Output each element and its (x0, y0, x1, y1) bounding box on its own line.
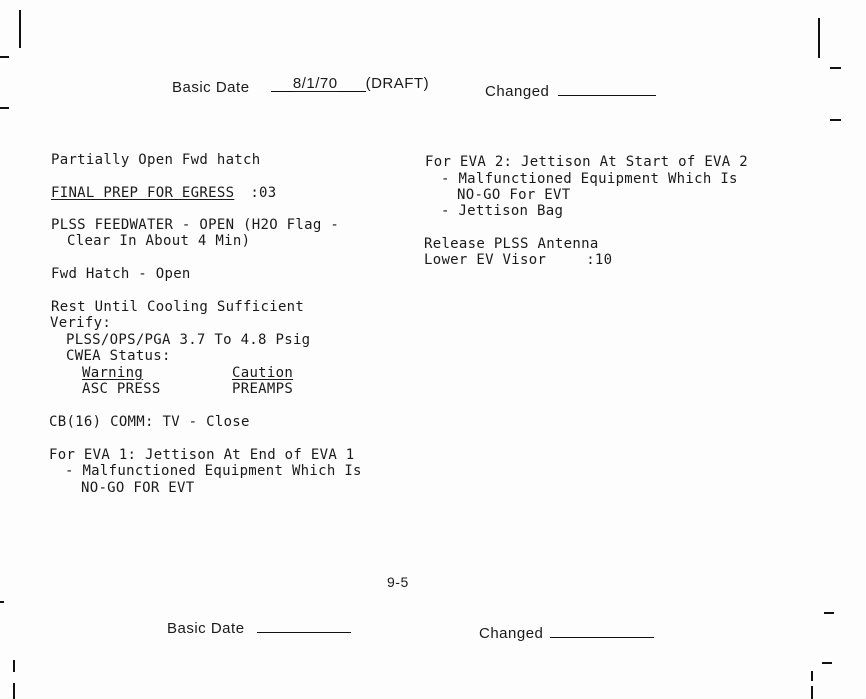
caution-value: PREAMPS (232, 381, 294, 397)
final-prep-label: FINAL PREP FOR EGRESS (51, 185, 235, 201)
crop-mark-left-tick-2 (0, 107, 9, 109)
warning-header: Warning (82, 365, 144, 381)
plss-feedwater-line-2: Clear In About 4 Min) (67, 233, 251, 249)
eva2-item-1b: NO-GO For EVT (457, 187, 571, 203)
crop-mark-right-tick-1 (830, 67, 841, 69)
crop-mark-top-right-vertical (818, 18, 820, 58)
crop-mark-bottom-right-vertical-2 (811, 686, 813, 699)
footer-basic-date-label: Basic Date (167, 620, 245, 637)
crop-mark-right-tick-4 (822, 662, 832, 664)
lower-ev-visor-label: Lower EV Visor (424, 252, 547, 268)
final-prep-row (51, 185, 277, 201)
eva1-title: For EVA 1: Jettison At End of EVA 1 (49, 447, 355, 463)
footer-basic-date-blank (257, 631, 351, 633)
final-prep-time: :03 (250, 185, 277, 201)
crop-mark-right-tick-2 (830, 119, 841, 121)
crop-mark-left-tick-3 (0, 601, 4, 603)
footer-changed-blank (550, 636, 654, 638)
partially-open-fwd-hatch: Partially Open Fwd hatch (51, 152, 261, 168)
footer-basic-date (167, 620, 351, 637)
header-changed-label: Changed (485, 83, 550, 100)
lower-ev-visor-time: :10 (586, 252, 613, 268)
fwd-hatch-open: Fwd Hatch - Open (51, 266, 191, 282)
rest-until-cooling: Rest Until Cooling Sufficient (51, 299, 305, 315)
crop-mark-top-left-vertical (19, 10, 21, 48)
verify-label: Verify: (50, 315, 112, 331)
eva1-item-1b: NO-GO FOR EVT (81, 480, 195, 496)
eva2-item-1a: - Malfunctioned Equipment Which Is (441, 171, 738, 187)
header-changed-blank (558, 94, 656, 96)
lower-ev-visor-row (424, 252, 612, 268)
header-basic-date (172, 75, 430, 96)
header-date-value: 8/1/70 (271, 77, 366, 92)
cwea-status: CWEA Status: (66, 348, 171, 364)
eva2-title: For EVA 2: Jettison At Start of EVA 2 (425, 154, 748, 170)
release-plss-antenna: Release PLSS Antenna (424, 236, 599, 252)
crop-mark-right-tick-3 (824, 612, 834, 614)
plss-feedwater-line-1: PLSS FEEDWATER - OPEN (H2O Flag - (51, 217, 340, 233)
plss-ops-pga: PLSS/OPS/PGA 3.7 To 4.8 Psig (66, 332, 311, 348)
header-basic-date-label: Basic Date (172, 79, 250, 96)
crop-mark-bottom-left-vertical-2 (13, 683, 15, 699)
crop-mark-bottom-right-vertical-1 (811, 671, 813, 681)
eva2-item-2: - Jettison Bag (441, 203, 564, 219)
crop-mark-bottom-left-vertical-1 (13, 660, 15, 672)
cb16-comm-tv: CB(16) COMM: TV - Close (49, 414, 250, 430)
header-draft-label: (DRAFT) (365, 75, 430, 92)
page-number: 9-5 (387, 574, 409, 590)
header-changed (485, 83, 656, 100)
footer-changed-label: Changed (479, 625, 544, 642)
crop-mark-left-tick-1 (0, 56, 9, 58)
eva1-item-1a: - Malfunctioned Equipment Which Is (65, 463, 362, 479)
caution-header: Caution (232, 365, 294, 381)
warning-value: ASC PRESS (82, 381, 161, 397)
footer-changed (479, 625, 654, 642)
